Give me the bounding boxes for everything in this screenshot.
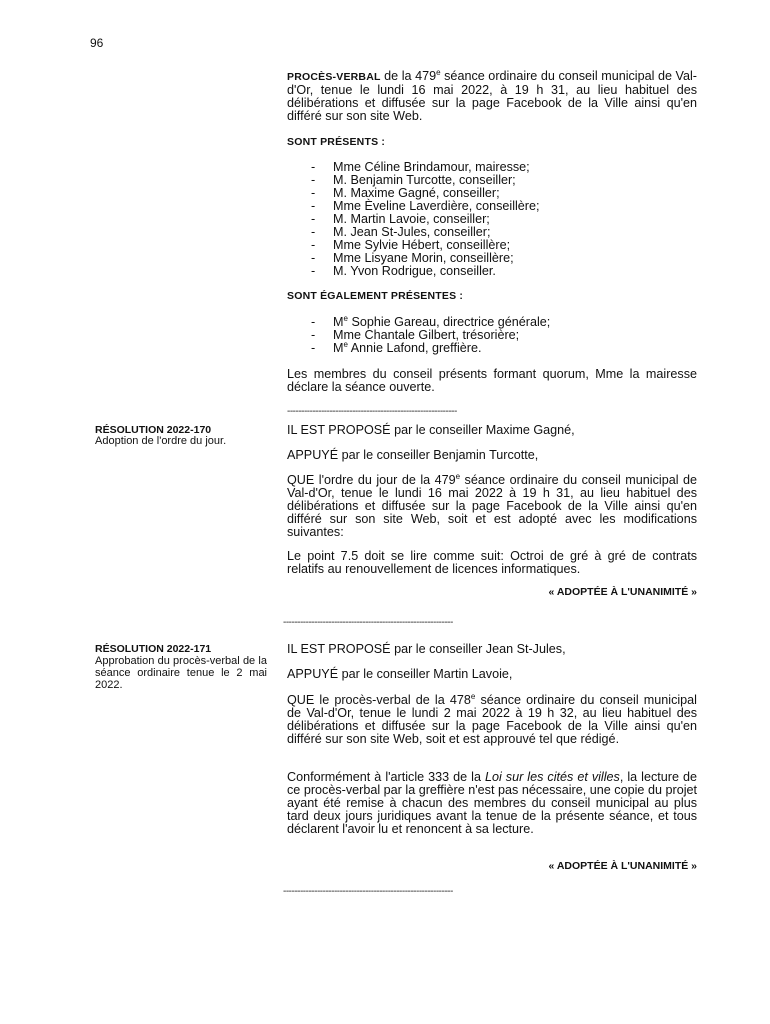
intro-text: de la 479 bbox=[380, 69, 437, 83]
list-item: - Me Annie Lafond, greffière. bbox=[287, 342, 697, 355]
resolution-171-title: RÉSOLUTION 2022-171 bbox=[95, 643, 212, 655]
list-item: - Mme Èveline Laverdière, conseillère; bbox=[287, 200, 697, 213]
page-number: 96 bbox=[90, 36, 104, 50]
resolution-170-seconded: APPUYÉ par le conseiller Benjamin Turcotte, bbox=[287, 448, 539, 462]
resolution-170-title: RÉSOLUTION 2022-170 bbox=[95, 424, 212, 436]
list-item: - Mme Chantale Gilbert, trésorière; bbox=[287, 329, 697, 342]
separator: ------------------------------------------------------------ bbox=[283, 617, 453, 628]
resolution-170-proposed: IL EST PROPOSÉ par le conseiller Maxime Gagné, bbox=[287, 423, 575, 437]
intro-paragraph bbox=[287, 67, 697, 123]
resolution-171-que: QUE le procès-verbal de la 478e séance ordinaire du conseil municipal de Val-d'Or, tenue le lundi 2 mai 2022 à 19 h 32, au lieu habituel des délibérations et diffusée sur la page Facebook de la Ville ainsi qu'en différé sur son site Web, soit et est approuvé tel que rédigé. bbox=[287, 691, 697, 746]
resolution-171-proposed: IL EST PROPOSÉ par le conseiller Jean St-Jules, bbox=[287, 642, 566, 656]
resolution-170-description: Adoption de l'ordre du jour. bbox=[95, 435, 227, 447]
also-present-heading: SONT ÉGALEMENT PRÉSENTES : bbox=[287, 290, 464, 302]
list-item: - M. Benjamin Turcotte, conseiller; bbox=[287, 174, 697, 187]
presents-list bbox=[287, 161, 697, 278]
separator: ------------------------------------------------------------ bbox=[283, 886, 453, 897]
resolution-170-point: Le point 7.5 doit se lire comme suit: Octroi de gré à gré de contrats relatifs au renouvellement de licences informatiques. bbox=[287, 549, 697, 576]
resolution-170-que: QUE l'ordre du jour de la 479e séance ordinaire du conseil municipal de Val-d'Or, tenue le lundi 16 mai 2022 à 19 h 31, au lieu habituel des délibérations et diffusée sur la page Facebook de la Ville ainsi qu'en différé sur son site Web, soit et est adopté avec les modifications suivantes: bbox=[287, 471, 697, 539]
proces-verbal-title: PROCÈS-VERBAL bbox=[287, 71, 381, 83]
resolution-171-adopted: « ADOPTÉE À L'UNANIMITÉ » bbox=[548, 860, 697, 872]
intro-sup: e bbox=[436, 67, 441, 77]
list-item: - Me Sophie Gareau, directrice générale; bbox=[287, 316, 697, 329]
resolution-170-adopted: « ADOPTÉE À L'UNANIMITÉ » bbox=[548, 586, 697, 598]
list-item: - M. Yvon Rodrigue, conseiller. bbox=[287, 265, 697, 278]
presents-heading: SONT PRÉSENTS : bbox=[287, 136, 386, 148]
list-item: - Mme Sylvie Hébert, conseillère; bbox=[287, 239, 697, 252]
list-item: - Mme Lisyane Morin, conseillère; bbox=[287, 252, 697, 265]
separator: ------------------------------------------------------------ bbox=[287, 406, 457, 417]
list-item: - M. Martin Lavoie, conseiller; bbox=[287, 213, 697, 226]
intro-text-rest: séance ordinaire du conseil municipal de Val-d'Or, tenue le lundi 16 mai 2022, à 19 h 31, au lieu habituel des délibérations et diffusée sur la page Facebook de la Ville ainsi qu'en différé sur son site Web. bbox=[287, 69, 697, 123]
resolution-171-conformement: Conformément à l'article 333 de la Loi sur les cités et villes, la lecture de ce procès-verbal par la greffière n'est pas nécessaire, une copie du projet ayant été remise à chacun des membres du conseil municipal au plus tard deux jours juridiques avant la tenue de la présente séance, et tous déclarent l'avoir lu et renoncent à sa lecture. bbox=[287, 770, 697, 836]
also-present-list bbox=[287, 313, 697, 355]
law-title: Loi sur les cités et villes bbox=[484, 770, 620, 784]
list-item: - M. Maxime Gagné, conseiller; bbox=[287, 187, 697, 200]
quorum-paragraph: Les membres du conseil présents formant quorum, Mme la mairesse déclare la séance ouverte. bbox=[287, 367, 697, 394]
resolution-171-seconded: APPUYÉ par le conseiller Martin Lavoie, bbox=[287, 667, 513, 681]
resolution-171-description: Approbation du procès-verbal de la séance ordinaire tenue le 2 mai 2022. bbox=[95, 655, 267, 691]
list-item: - Mme Céline Brindamour, mairesse; bbox=[287, 161, 697, 174]
list-item: - M. Jean St-Jules, conseiller; bbox=[287, 226, 697, 239]
